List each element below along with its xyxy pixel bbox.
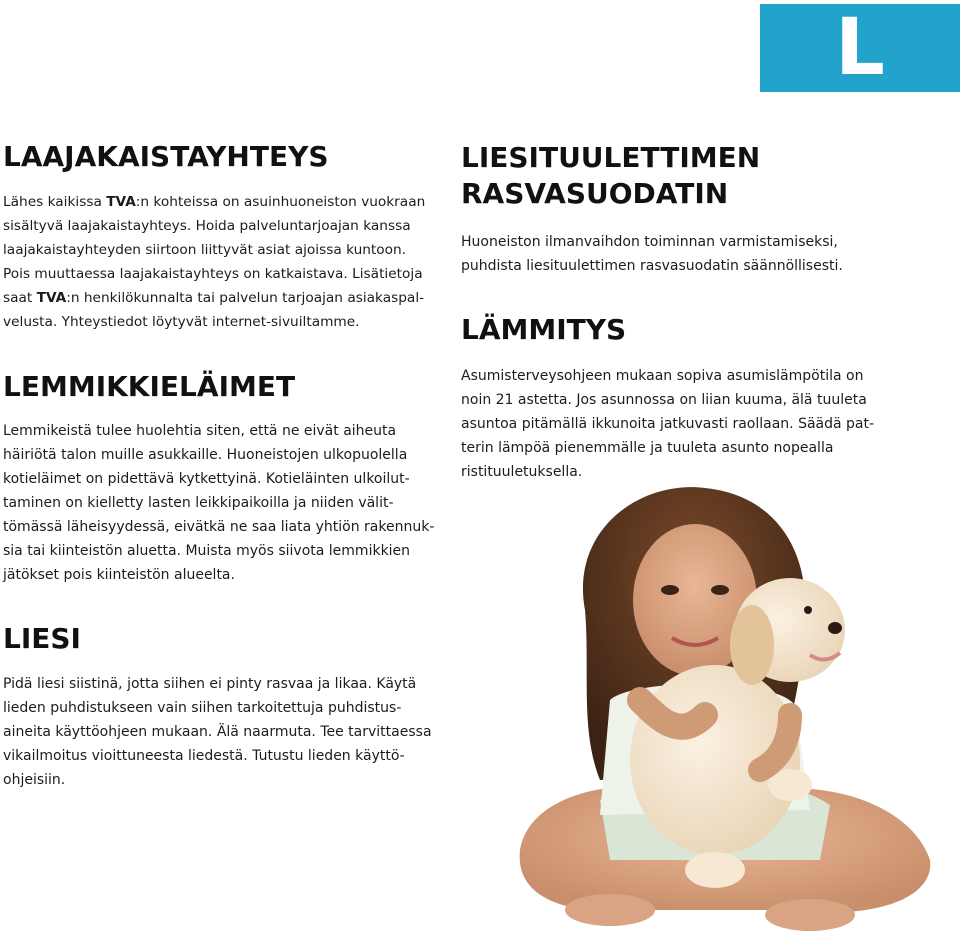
heading-pets: LEMMIKKIELÄIMET: [3, 370, 296, 403]
paragraph-pets: Lemmikeistä tulee huolehtia siten, että ne eivät aiheuta häiriötä talon muille asukkaille. Huoneistojen ulkopuolella kotieläimet on pidettävä kytkettyinä. Kotieläinten ulkoilut- taminen on kielletty lasten leikkipaikoilla ja niiden välit- tömässä läheisyydessä, eivätkä ne saa liata yhtiön rakennuk- sia tai kiinteistön aluetta. Muista myös siivota lemmikkien jätökset pois kiinteistön alueelta.: [3, 423, 435, 583]
paragraph-stove: Pidä liesi siistinä, jotta siihen ei pinty rasvaa ja likaa. Käytä lieden puhdistukseen vain siihen tarkoitettuja puhdistus- aineita käyttöohjeen mukaan. Älä naarmuta. Tee tarvittaessa vikailmoitus vioittuneesta liedestä. Tutustu lieden käyttö- ohjeisiin.: [3, 676, 432, 788]
girl-with-puppy-photo: [490, 470, 960, 941]
section-letter-tab: [760, 4, 960, 92]
heading-filter: LIESITUULETTIMEN RASVASUODATIN: [461, 141, 761, 210]
paragraph-heating: Asumisterveysohjeen mukaan sopiva asumislämpötila on noin 21 astetta. Jos asunnossa on liian kuuma, älä tuuleta asuntoa pitämällä ikkunoita jatkuvasti raollaan. Säädä pat- terin lämpöä pienemmälle ja tuuleta asunto nopealla ristituuletuksella.: [461, 368, 875, 480]
heading-heating: LÄMMITYS: [461, 313, 627, 346]
heading-stove: LIESI: [3, 622, 81, 655]
paragraph-filter: Huoneiston ilmanvaihdon toiminnan varmistamiseksi, puhdista liesituulettimen rasvasuodatin säännöllisesti.: [461, 234, 843, 274]
paragraph-broadband: Lähes kaikissa TVA:n kohteissa on asuinhuoneiston vuokraan sisältyvä laajakaistayhteys. Hoida palveluntarjoajan kanssa laajakaistayhteyden siirtoon liittyvät asiat ajoissa kuntoon. Pois muuttaessa laajakaistayhteys on katkaistava. Lisätietoja saat TVA:n henkilökunnalta tai palvelun tarjoajan asiakaspal- velusta. Yhteystiedot löytyvät internet-sivuiltamme.: [3, 194, 426, 330]
section-letter: L: [835, 3, 885, 93]
heading-broadband: LAAJAKAISTAYHTEYS: [3, 140, 329, 173]
